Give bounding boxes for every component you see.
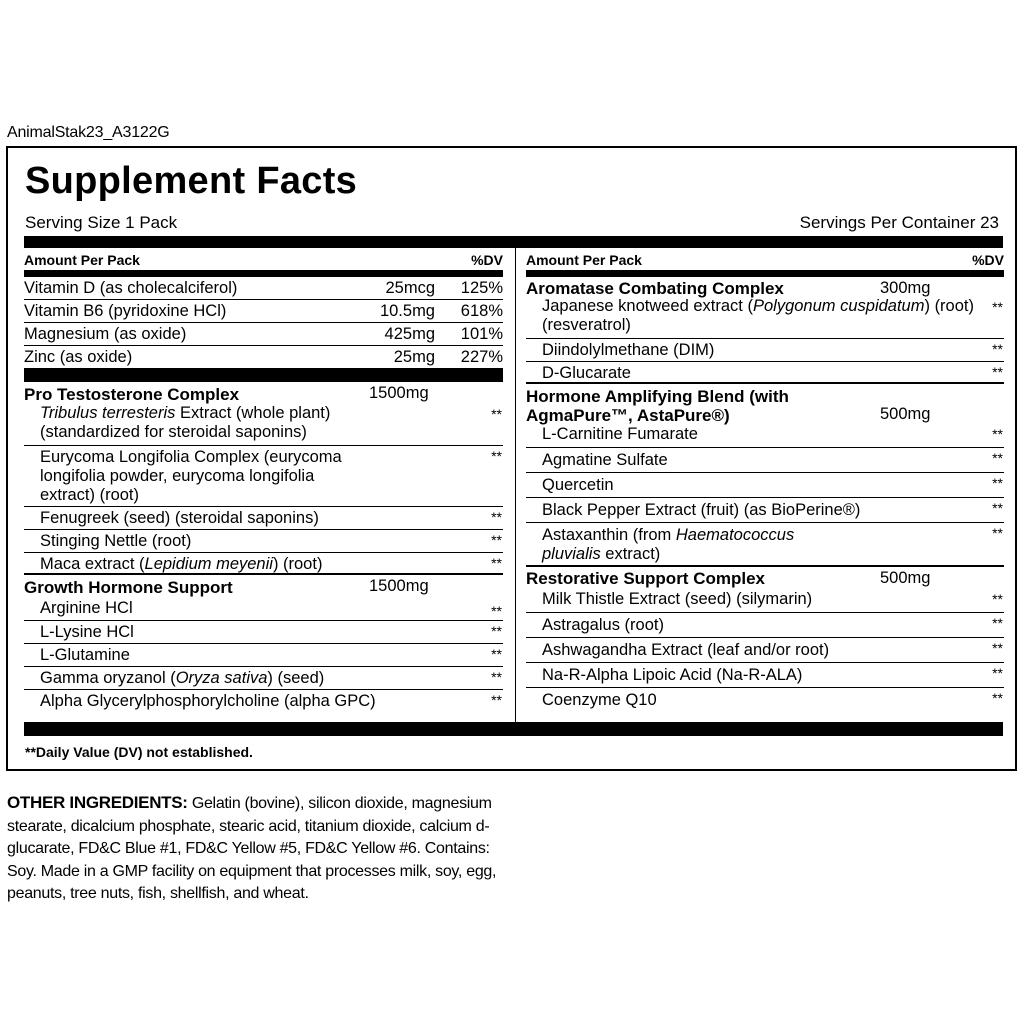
header-bar [24,270,503,277]
nutrient-name: Vitamin B6 (pyridoxine HCl) [24,302,227,320]
ingredient-name: Alpha Glycerylphosphorylcholine (alpha GPC) [40,692,376,710]
ingredient-name: Astaxanthin (from Haematococcus pluvialis extract) [542,526,795,563]
ingredient-name: Na-R-Alpha Lipoic Acid (Na-R-ALA) [542,666,803,684]
blend-name: Aromatase Combating Complex [526,279,784,298]
blend-amount: 300mg [880,279,931,297]
ingredient-name: Milk Thistle Extract (seed) (silymarin) [542,590,813,608]
blend-header [526,277,1004,297]
ingredient-name: Tribulus terresteris Extract (whole plant) (standardized for steroidal saponins) [40,404,331,441]
dv-not-established: ** [992,591,1003,607]
bottom-thick-bar [24,722,1003,736]
nutrient-dv: 618% [460,302,503,320]
left-column [24,248,503,713]
blend-header [526,567,1004,589]
amount-per-pack-label: Amount Per Pack [526,252,642,268]
dv-not-established: ** [491,509,502,525]
dv-not-established: ** [491,555,502,571]
ingredient-name: Agmatine Sulfate [542,451,668,469]
nutrient-amount: 25mcg [385,279,435,297]
left-header-row [24,248,503,270]
dv-not-established: ** [992,299,1003,315]
dv-not-established: ** [491,532,502,548]
column-divider [515,236,516,722]
blend-name: Hormone Amplifying Blend (with AgmaPure™, AstaPure®) [526,387,789,425]
servings-per-container: Servings Per Container 23 [799,213,999,232]
dv-not-established: ** [992,525,1003,541]
ingredient-row [526,589,1004,613]
ingredient-row [526,362,1004,384]
ingredient-name: Black Pepper Extract (fruit) (as BioPerine®) [542,501,861,519]
section-bar [24,368,503,382]
dv-not-established: ** [992,475,1003,491]
ingredient-row [24,598,503,621]
dv-not-established: ** [491,646,502,662]
blend-name: Restorative Support Complex [526,569,765,588]
ingredient-row [24,507,503,530]
ingredient-name: Ashwagandha Extract (leaf and/or root) [542,641,830,659]
nutrient-row [24,323,503,346]
ingredient-name: Stinging Nettle (root) [40,532,192,550]
right-header-row [526,248,1004,270]
ingredient-row [526,638,1004,663]
blend-header [24,382,503,404]
supplement-facts-panel [6,146,1017,771]
serving-size: Serving Size 1 Pack [25,213,178,232]
ingredient-row [526,498,1004,523]
ingredient-row [526,688,1004,712]
dv-not-established: ** [491,406,502,422]
ingredient-row [24,530,503,553]
panel-title: Supplement Facts [25,160,358,202]
ingredient-row [24,553,503,575]
other-ingredients [7,792,507,906]
ingredient-row [24,404,503,446]
ingredient-name: Maca extract (Lepidium meyenii) (root) [40,555,323,573]
ingredient-row [526,297,1004,339]
nutrient-name: Zinc (as oxide) [24,348,133,366]
nutrient-name: Magnesium (as oxide) [24,325,187,343]
dv-not-established: ** [992,690,1003,706]
header-bar [526,270,1004,277]
amount-per-pack-label: Amount Per Pack [24,252,140,268]
dv-label: %DV [972,252,1004,268]
dv-not-established: ** [992,426,1003,442]
dv-not-established: ** [992,500,1003,516]
ingredient-name: D-Glucarate [542,364,631,382]
nutrient-amount: 425mg [384,325,435,343]
ingredient-name: Eurycoma Longifolia Complex (eurycoma longifolia powder, eurycoma longifolia extract) (root) [40,448,342,504]
ingredient-row [526,663,1004,688]
ingredient-row [24,667,503,690]
dv-not-established: ** [491,448,502,464]
ingredient-name: L-Carnitine Fumarate [542,425,698,443]
ingredient-row [526,448,1004,473]
ingredient-name: Fenugreek (seed) (steroidal saponins) [40,509,319,527]
dv-not-established: ** [992,364,1003,380]
dv-not-established: ** [491,669,502,685]
dv-not-established: ** [491,623,502,639]
ingredient-row [24,644,503,667]
dv-not-established: ** [992,450,1003,466]
ingredient-name: Japanese knotweed extract (Polygonum cuspidatum) (root) (resveratrol) [542,297,974,334]
nutrient-amount: 10.5mg [379,302,435,320]
dv-not-established: ** [491,692,502,708]
blend-header [526,384,1004,424]
nutrient-row [24,300,503,323]
dv-not-established: ** [992,640,1003,656]
blend-amount: 500mg [880,405,931,423]
ingredient-name: Gamma oryzanol (Oryza sativa) (seed) [40,669,325,687]
ingredient-row [526,613,1004,638]
other-ingredients-label: OTHER INGREDIENTS: [7,793,188,812]
ingredient-row [24,446,503,507]
ingredient-name: Astragalus (root) [542,616,664,634]
dv-label: %DV [471,252,503,268]
blend-name: Growth Hormone Support [24,578,233,597]
nutrient-name: Vitamin D (as cholecalciferol) [24,279,238,297]
dv-not-established: ** [992,341,1003,357]
blend-amount: 500mg [880,569,931,587]
nutrient-dv: 227% [460,348,503,366]
blend-amount: 1500mg [369,384,429,402]
blend-header [24,575,503,598]
blend-name: Pro Testosterone Complex [24,385,240,404]
ingredient-row [526,523,1004,567]
ingredient-row [526,424,1004,448]
nutrient-row [24,277,503,300]
ingredient-name: Diindolylmethane (DIM) [542,341,715,359]
nutrient-row [24,346,503,368]
other-ingredients-text: Gelatin (bovine), silicon dioxide, magnesium stearate, dicalcium phosphate, stearic acid, titanium dioxide, calcium d-glucarate, FD&C Blue #1, FD&C Yellow #5, FD&C Yellow #6. Contains: Soy. Made in a GMP facility on equipment that processes milk, soy, egg, peanuts, tree nuts, fish, shellfish, and wheat. [7,795,497,902]
nutrient-dv: 101% [460,325,503,343]
dv-not-established: ** [992,665,1003,681]
ingredient-name: Quercetin [542,476,614,494]
ingredient-row [526,339,1004,362]
top-thick-bar [24,236,1003,248]
dv-not-established: ** [992,615,1003,631]
right-column [526,248,1004,712]
dv-footnote: **Daily Value (DV) not established. [25,744,253,760]
ingredient-row [24,621,503,644]
ingredient-name: L-Glutamine [40,646,130,664]
product-code: AnimalStak23_A3122G [7,124,170,141]
ingredient-name: L-Lysine HCl [40,623,134,641]
ingredient-name: Coenzyme Q10 [542,691,657,709]
ingredient-row [526,473,1004,498]
ingredient-name: Arginine HCl [40,599,133,617]
ingredient-row [24,690,503,713]
dv-not-established: ** [491,603,502,619]
nutrient-dv: 125% [460,279,503,297]
blend-amount: 1500mg [369,577,429,595]
nutrient-amount: 25mg [393,348,435,366]
